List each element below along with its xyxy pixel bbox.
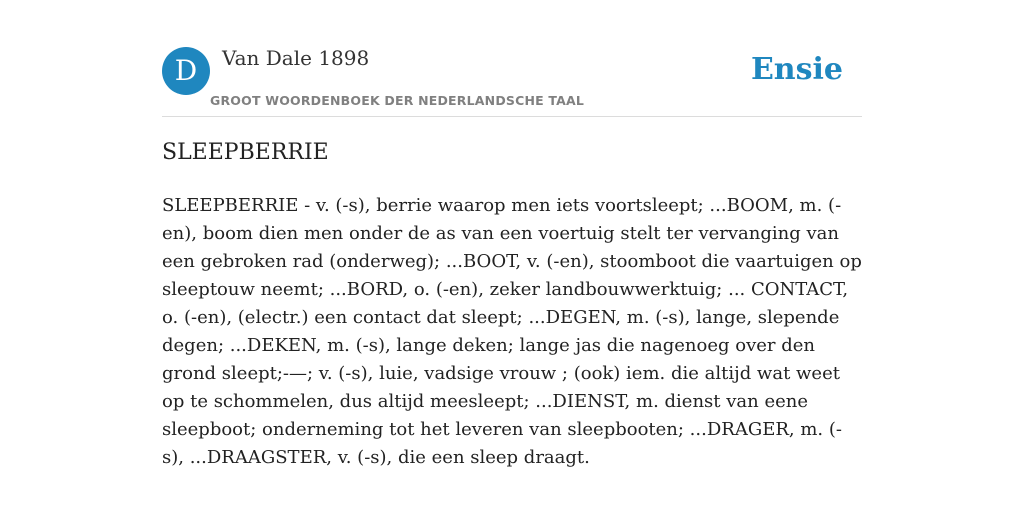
source-subtitle: GROOT WOORDENBOEK DER NEDERLANDSCHE TAAL — [210, 93, 585, 108]
entry-card — [162, 0, 862, 512]
source-avatar[interactable]: D — [162, 47, 210, 95]
entry-definition: SLEEPBERRIE - v. (-s), berrie waarop men iets voortsleept; ...BOOM, m. (-en), boom dien men onder de as van een voertuig stelt ter vervanging van een gebroken rad (onderweg); ...BOOT, v. (-en), stoomboot die vaartuigen op sleeptouw neemt; ...BORD, o. (-en), zeker landbouwwerktuig; ... CONTACT, o. (-en), (electr.) een contact dat sleept; ...DEGEN, m. (-s), lange, slepende degen; ...DEKEN, m. (-s), lange deken; lange jas die nagenoeg over den grond sleept;-—; v. (-s), luie, vadsige vrouw ; (ook) iem. die altijd wat weet op te schommelen, dus altijd meesleept; ...DIENST, m. dienst van eene sleepboot; onderneming tot het leveren van sleepbooten; ...DRAGER, m. (-s), ...DRAAGSTER, v. (-s), die een sleep draagt. — [162, 195, 862, 468]
source-title[interactable]: Van Dale 1898 — [222, 46, 370, 70]
ensie-logo[interactable]: Ensie — [750, 52, 843, 87]
source-header — [162, 0, 862, 117]
entry-headword: SLEEPBERRIE — [162, 140, 329, 165]
